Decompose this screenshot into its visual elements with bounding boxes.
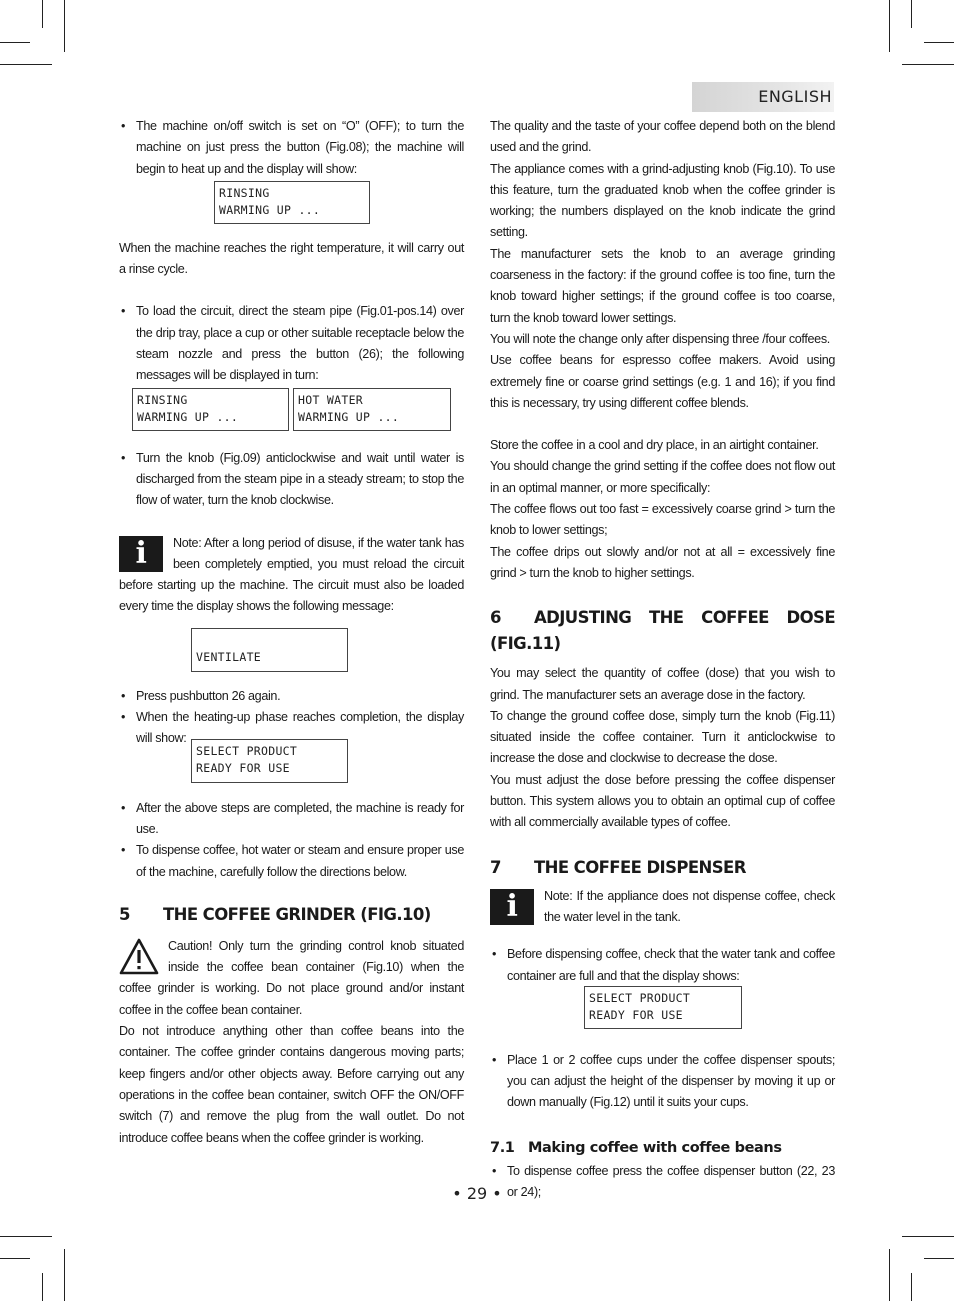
section-title: Making coffee with coffee beans: [528, 1139, 782, 1156]
display-line: READY FOR USE: [589, 1007, 683, 1022]
display-message: [132, 388, 289, 431]
display-line: WARMING UP ...: [298, 409, 400, 424]
note-text: Note: If the appliance does not dispense coffee, check the water level in the tank.: [544, 888, 835, 924]
note-text: Note: After a long period of disuse, if the water tank has been completely emptied, you must reload the circuit before starting up the machine. The circuit must also be loaded every time the display shows the following message:: [119, 535, 464, 614]
crop-mark: [0, 42, 30, 43]
crop-mark: [42, 0, 43, 28]
crop-mark: [0, 64, 52, 65]
crop-mark: [911, 1273, 912, 1301]
paragraph: The coffee drips out slowly and/or not at all = excessively fine grind > turn the knob to higher settings.: [490, 544, 835, 580]
crop-mark: [42, 1273, 43, 1301]
list-item: • The machine on/off switch is set on “O” (OFF); to turn the machine on just press the button (Fig.08); the machine will begin to heat up and the display will show:: [119, 116, 464, 180]
section-number: 6: [490, 608, 501, 628]
crop-mark: [902, 64, 954, 65]
paragraph: You should change the grind setting if the coffee does not flow out in an optimal manner, or more specifically:: [490, 459, 835, 495]
crop-mark: [924, 1258, 954, 1259]
section-number: 5: [119, 904, 130, 924]
crop-mark: [0, 1236, 52, 1237]
crop-mark: [924, 42, 954, 43]
list-item: • Before dispensing coffee, check that the water tank and coffee container are full and that the display shows:: [490, 944, 835, 987]
crop-mark: [902, 1236, 954, 1237]
section-heading: [119, 902, 464, 928]
section-number: 7: [490, 857, 501, 877]
paragraph: The coffee flows out too fast = excessively coarse grind > turn the knob to lower settings;: [490, 502, 835, 538]
paragraph: You must adjust the dose before pressing the coffee dispenser button. This system allows you to obtain an optimal cup of coffee with all commercially available types of coffee.: [490, 772, 835, 830]
display-line: READY FOR USE: [196, 760, 290, 775]
paragraph: Store the coffee in a cool and dry place, in an airtight container.: [490, 438, 819, 453]
crop-mark: [64, 1249, 65, 1301]
display-line: RINSING: [219, 185, 270, 200]
left-column: [119, 116, 464, 1149]
display-message: [584, 986, 742, 1029]
paragraph: To change the ground coffee dose, simply turn the knob (Fig.11) situated inside the coffee container. Turn it anticlockwise to increase the dose and clockwise to decrease the dose.: [490, 708, 835, 766]
caution-block: [119, 936, 464, 1149]
display-line: RINSING: [137, 392, 188, 407]
list-item: • Turn the knob (Fig.09) anticlockwise and wait until water is discharged from the steam pipe in a steady stream; to stop the flow of water, turn the knob clockwise.: [119, 448, 464, 512]
paragraph: The quality and the taste of your coffee depend both on the blend used and the grind.: [490, 119, 835, 155]
crop-mark: [0, 1258, 30, 1259]
section-title: ADJUSTING THE COFFEE DOSE (FIG.11): [490, 608, 835, 654]
list-item: • After the above steps are completed, the machine is ready for use.: [119, 798, 464, 841]
crop-mark: [911, 0, 912, 28]
right-column: [490, 116, 835, 1203]
display-line: VENTILATE: [196, 649, 262, 664]
paragraph: The appliance comes with a grind-adjusting knob (Fig.10). To use this feature, turn the graduated knob when the coffee grinder is working; the numbers displayed on the knob indicate the grind setting.: [490, 161, 835, 240]
subsection-heading: [490, 1135, 835, 1161]
paragraph: You will note the change only after dispensing three /four coffees.: [490, 331, 830, 346]
crop-mark: [889, 1249, 890, 1301]
section-heading: [490, 605, 835, 657]
list-item: • To dispense coffee press the coffee dispenser button (22, 23 or 24);: [490, 1161, 835, 1204]
display-line: SELECT PRODUCT: [589, 990, 691, 1005]
paragraph: When the machine reaches the right temperature, it will carry out a rinse cycle.: [119, 240, 464, 277]
paragraph: You may select the quantity of coffee (dose) that you wish to grind. The manufacturer sets an average dose in the factory.: [490, 666, 835, 702]
section-number: 7.1: [490, 1139, 515, 1156]
display-line: HOT WATER: [298, 392, 364, 407]
list-item: • Press pushbutton 26 again.: [119, 686, 464, 707]
list-item: • To load the circuit, direct the steam pipe (Fig.01-pos.14) over the drip tray, place a cup or other suitable receptacle below the steam nozzle and press the button (26); the following messages will be displayed in turn:: [119, 301, 464, 386]
crop-mark: [889, 0, 890, 52]
section-title: THE COFFEE GRINDER (FIG.10): [163, 904, 431, 924]
page-number: • 29 •: [452, 1184, 502, 1203]
section-heading: [490, 855, 835, 881]
list-item: • Place 1 or 2 coffee cups under the coffee dispenser spouts; you can adjust the height of the dispenser by moving it up or down manually (Fig.12) until it suits your cups.: [490, 1050, 835, 1114]
display-message: [191, 628, 348, 672]
paragraph: The manufacturer sets the knob to an average grinding coarseness in the factory: if the ground coffee is too fine, turn the knob toward higher settings; if the ground coffee is too coarse, turn the knob toward lower settings.: [490, 246, 835, 325]
language-tab: ENGLISH: [692, 82, 834, 112]
section-title: THE COFFEE DISPENSER: [534, 857, 746, 877]
display-line: SELECT PRODUCT: [196, 743, 298, 758]
caution-text: Do not introduce anything other than coffee beans into the container. The coffee grinder contains dangerous moving parts; keep fingers and/or other objects away. Before carrying out any operations in the coffee bean container, switch OFF the ON/OFF switch (7) and remove the plug from the wall outlet. Do not introduce coffee beans when the coffee grinder is working.: [119, 1024, 464, 1145]
list-item: • When the heating-up phase reaches completion, the display will show:: [119, 707, 464, 750]
note-block: [490, 886, 835, 929]
caution-text: Caution! Only turn the grinding control knob situated inside the coffee bean container (Fig.10) when the coffee grinder is working. Do not place ground and/or instant coffee in the coffee bean container.: [119, 938, 464, 1017]
warning-icon: [119, 938, 159, 976]
info-icon: i: [490, 889, 534, 925]
display-line: WARMING UP ...: [137, 409, 239, 424]
paragraph: Use coffee beans for espresso coffee makers. Avoid using extremely fine or coarse grind settings (e.g. 1 and 16); if you find this is necessary, try using different coffee blends.: [490, 353, 835, 410]
display-line: WARMING UP ...: [219, 202, 321, 217]
display-message: [214, 181, 370, 224]
note-block: [119, 533, 464, 618]
list-item: • To dispense coffee, hot water or steam and ensure proper use of the machine, carefully follow the directions below.: [119, 840, 464, 883]
info-icon: i: [119, 536, 163, 572]
display-message: [293, 388, 451, 431]
crop-mark: [64, 0, 65, 52]
